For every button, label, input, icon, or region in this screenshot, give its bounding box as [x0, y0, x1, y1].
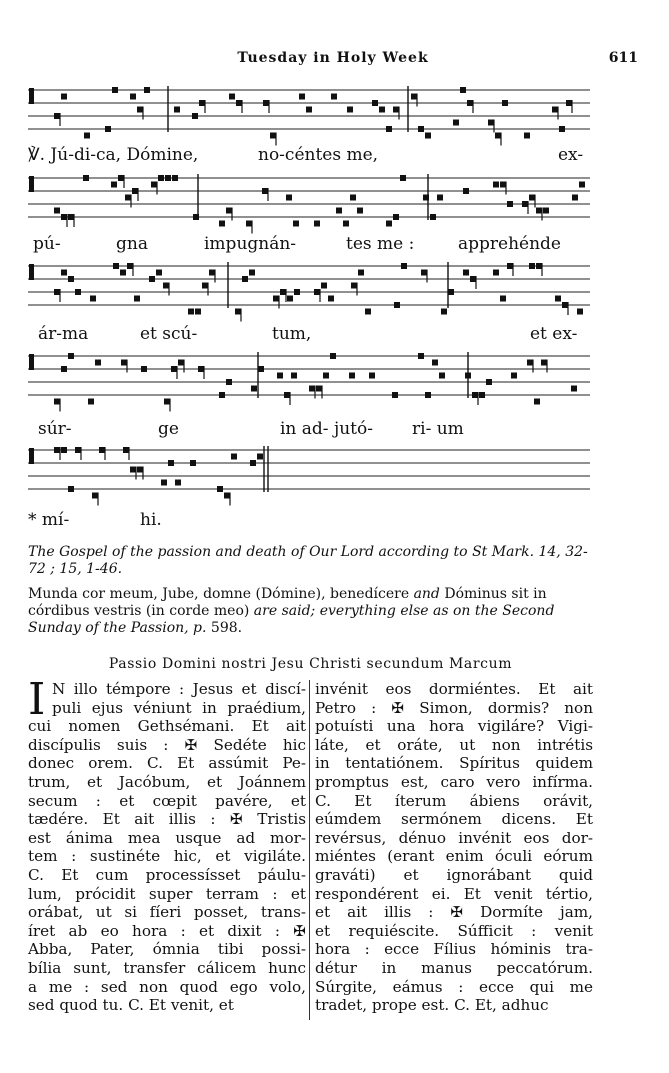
- neume-note: [299, 94, 305, 100]
- staff-svg: [28, 350, 590, 412]
- neume-note: [392, 392, 398, 398]
- neume-note: [562, 302, 568, 308]
- neume-note: [500, 182, 506, 188]
- neume-note: [192, 113, 198, 119]
- neume-note: [393, 107, 399, 113]
- neume-note: [236, 100, 242, 106]
- neume-note: [437, 195, 443, 201]
- neume-note: [130, 94, 136, 100]
- neume-note: [418, 126, 424, 132]
- neume-note: [349, 373, 355, 379]
- lyric-syllable: * mí-: [28, 510, 70, 530]
- neume-note: [527, 360, 533, 366]
- neume-note: [158, 175, 164, 181]
- neume-note: [141, 366, 147, 372]
- neume-note: [284, 392, 290, 398]
- text-line: discípulis suis : ✠ Sedéte hic: [28, 735, 306, 754]
- neume-note: [543, 208, 549, 214]
- neume-note: [195, 309, 201, 315]
- lyric-syllable: apprehénde: [458, 234, 561, 254]
- neume-note: [330, 353, 336, 359]
- neume-note: [273, 296, 279, 302]
- text-line: détur in manus peccatórum.: [315, 958, 593, 977]
- neume-note: [250, 460, 256, 466]
- neume-note: [336, 208, 342, 214]
- neume-note: [559, 126, 565, 132]
- text-line: miéntes (erant enim óculi eórum: [315, 847, 593, 866]
- text-column-left: [28, 674, 306, 1015]
- text-line: promptus est, caro vero infírma.: [315, 772, 593, 791]
- neume-note: [68, 276, 74, 282]
- neume-note: [246, 221, 252, 227]
- neume-note: [314, 289, 320, 295]
- neume-note: [534, 399, 540, 405]
- neume-note: [529, 195, 535, 201]
- neume-note: [286, 195, 292, 201]
- neume-note: [54, 399, 60, 405]
- text-line: orábat, ut si fíeri posset, trans-: [28, 903, 306, 922]
- neume-note: [507, 201, 513, 207]
- neume-note: [251, 386, 257, 392]
- neume-note: [463, 188, 469, 194]
- neume-note: [277, 373, 283, 379]
- neume-note: [306, 107, 312, 113]
- neume-note: [120, 270, 126, 276]
- neume-note: [500, 296, 506, 302]
- neume-note: [118, 175, 124, 181]
- neume-note: [168, 460, 174, 466]
- text-line: C. Et cum processísset páulu-: [28, 865, 306, 884]
- neume-note: [529, 263, 535, 269]
- clef-mark: [29, 448, 34, 464]
- neume-note: [235, 309, 241, 315]
- rubric-italic: are said; everything else as on the Second Sunday of the Passion, p.: [28, 603, 555, 636]
- neume-note: [149, 276, 155, 282]
- neume-note: [536, 263, 542, 269]
- neume-note: [198, 366, 204, 372]
- lyric-syllable: ex-: [558, 145, 584, 165]
- neume-note: [92, 493, 98, 499]
- neume-note: [566, 100, 572, 106]
- lyric-syllable: tum,: [272, 324, 312, 344]
- neume-note: [460, 87, 466, 93]
- neume-note: [99, 447, 105, 453]
- neume-note: [231, 454, 237, 460]
- neume-note: [579, 182, 585, 188]
- neume-note: [493, 270, 499, 276]
- neume-note: [331, 94, 337, 100]
- neume-note: [137, 107, 143, 113]
- text-line: trum, et Jacóbum, et Joánnem: [28, 772, 306, 791]
- neume-note: [524, 133, 530, 139]
- neume-note: [111, 182, 117, 188]
- neume-note: [125, 195, 131, 201]
- neume-note: [470, 276, 476, 282]
- page-header: [28, 50, 638, 70]
- neume-note: [511, 373, 517, 379]
- neume-note: [314, 221, 320, 227]
- text-line: respondérent ei. Et venit tértio,: [315, 884, 593, 903]
- neume-note: [84, 133, 90, 139]
- text-line: graváti) et ignorábant quid: [315, 865, 593, 884]
- neume-note: [54, 113, 60, 119]
- neume-note: [287, 296, 293, 302]
- rubric-italic: and: [413, 586, 440, 602]
- neume-note: [316, 386, 322, 392]
- neume-note: [61, 214, 67, 220]
- neume-note: [369, 373, 375, 379]
- rubric-text: Munda cor meum, Jube, domne (Dómine), benedícere: [28, 586, 414, 602]
- text-line: eúmdem sermónem dicens. Et: [315, 810, 593, 829]
- neume-note: [393, 214, 399, 220]
- neume-note: [488, 120, 494, 126]
- text-line: Súrgite, eámus : ecce qui me: [315, 977, 593, 996]
- gospel-title: Passio Domini nostri Jesu Christi secundum Marcum: [108, 656, 513, 672]
- neume-note: [536, 208, 542, 214]
- neume-note: [163, 283, 169, 289]
- neume-note: [229, 94, 235, 100]
- neume-note: [291, 373, 297, 379]
- neume-note: [467, 100, 473, 106]
- neume-note: [394, 302, 400, 308]
- neume-note: [219, 392, 225, 398]
- neume-note: [386, 126, 392, 132]
- neume-note: [199, 100, 205, 106]
- neume-note: [400, 175, 406, 181]
- neume-note: [249, 270, 255, 276]
- chant-lyrics-5: [28, 510, 590, 536]
- neume-note: [164, 399, 170, 405]
- neume-note: [219, 221, 225, 227]
- neume-note: [411, 94, 417, 100]
- neume-note: [425, 133, 431, 139]
- clef-mark: [29, 88, 34, 104]
- neume-note: [257, 454, 263, 460]
- rubric-text: Dóminus sit in córdibus vestris (in corde meo): [28, 586, 547, 619]
- text-line: Petro : ✠ Simon, dormis? non: [315, 698, 593, 717]
- neume-note: [386, 221, 392, 227]
- clef-mark: [29, 354, 34, 370]
- neume-note: [242, 276, 248, 282]
- neume-note: [127, 263, 133, 269]
- lyric-syllable: ár-ma: [38, 324, 89, 344]
- neume-note: [174, 107, 180, 113]
- text-line: invénit eos dormiéntes. Et ait: [315, 680, 593, 698]
- chant-staff-4: [28, 350, 590, 412]
- neume-note: [105, 126, 111, 132]
- neume-note: [350, 195, 356, 201]
- chant-staff-3: [28, 260, 590, 322]
- neume-note: [175, 480, 181, 486]
- neume-note: [309, 386, 315, 392]
- chant-lyrics-4: [28, 419, 590, 445]
- neume-note: [280, 289, 286, 295]
- text-line: tradet, prope est. C. Et, adhuc: [315, 996, 549, 1015]
- neume-note: [425, 392, 431, 398]
- neume-note: [577, 309, 583, 315]
- lyric-syllable: ri- um: [412, 419, 464, 439]
- neume-note: [571, 386, 577, 392]
- text-line: secum : et cœpit pavére, et: [28, 791, 306, 810]
- neume-note: [441, 309, 447, 315]
- lyric-syllable: in ad- jutó-: [280, 419, 373, 439]
- neume-note: [61, 366, 67, 372]
- neume-note: [262, 188, 268, 194]
- page-number: 611: [608, 50, 638, 66]
- drop-capital: I: [28, 674, 46, 725]
- lyric-syllable: et scú-: [140, 324, 198, 344]
- text-line: a me : sed non quod ego volo,: [28, 977, 306, 996]
- neume-note: [270, 133, 276, 139]
- neume-note: [479, 392, 485, 398]
- neume-note: [75, 447, 81, 453]
- neume-note: [343, 221, 349, 227]
- neume-note: [88, 399, 94, 405]
- text-line: hora : ecce Fílius hóminis tra-: [315, 940, 593, 959]
- neume-note: [121, 360, 127, 366]
- neume-note: [188, 309, 194, 315]
- text-line: tem : sustinéte hic, et vigiláte.: [28, 847, 306, 866]
- neume-note: [358, 270, 364, 276]
- neume-note: [217, 486, 223, 492]
- text-line: puli ejus véniunt in praédium,: [52, 698, 306, 717]
- neume-note: [68, 353, 74, 359]
- neume-note: [541, 360, 547, 366]
- neume-note: [61, 94, 67, 100]
- neume-note: [495, 133, 501, 139]
- neume-note: [432, 360, 438, 366]
- lyric-syllable: impugnán-: [204, 234, 297, 254]
- neume-note: [472, 392, 478, 398]
- neume-note: [54, 447, 60, 453]
- neume-note: [347, 107, 353, 113]
- neume-note: [294, 289, 300, 295]
- neume-note: [132, 188, 138, 194]
- neume-note: [123, 447, 129, 453]
- neume-note: [552, 107, 558, 113]
- neume-note: [171, 366, 177, 372]
- neume-note: [507, 263, 513, 269]
- text-line: est ánima mea usque ad mor-: [28, 828, 306, 847]
- text-line: íret ab eo hora : et dixit : ✠: [28, 921, 306, 940]
- clef-mark: [29, 176, 34, 192]
- text-line: láte, et oráte, ut non intrétis: [315, 735, 593, 754]
- neume-note: [75, 289, 81, 295]
- text-line: C. Et íterum ábiens orávit,: [315, 791, 593, 810]
- text-line: donec orem. C. Et assúmit Pe-: [28, 754, 306, 773]
- neume-note: [365, 309, 371, 315]
- text-line: in tentatiónem. Spíritus quidem: [315, 754, 593, 773]
- neume-note: [453, 120, 459, 126]
- text-line: lum, prócidit super terram : et: [28, 884, 306, 903]
- neume-note: [165, 175, 171, 181]
- text-line: Abba, Pater, ómnia tibi possi-: [28, 940, 306, 959]
- neume-note: [448, 289, 454, 295]
- chant-staff-5: [28, 444, 590, 506]
- chant-staff-2: [28, 172, 590, 234]
- text-line: potuísti una hora vigiláre? Vigi-: [315, 717, 593, 736]
- staff-svg: [28, 260, 590, 322]
- neume-note: [68, 486, 74, 492]
- neume-note: [493, 182, 499, 188]
- text-line: tædére. Et ait illis : ✠ Tristis: [28, 810, 306, 829]
- staff-svg: [28, 444, 590, 506]
- neume-note: [144, 87, 150, 93]
- neume-note: [61, 270, 67, 276]
- text-line: et ait illis : ✠ Dormíte jam,: [315, 903, 593, 922]
- neume-note: [178, 360, 184, 366]
- neume-note: [372, 100, 378, 106]
- neume-note: [137, 467, 143, 473]
- neume-note: [83, 175, 89, 181]
- neume-note: [68, 214, 74, 220]
- text-line: revérsus, dénuo invénit eos dor-: [315, 828, 593, 847]
- neume-note: [357, 208, 363, 214]
- neume-note: [172, 175, 178, 181]
- neume-note: [113, 263, 119, 269]
- neume-note: [134, 296, 140, 302]
- neume-note: [61, 447, 67, 453]
- text-line: bília sunt, transfer cálicem hunc: [28, 958, 306, 977]
- text-line: N illo témpore : Jesus et discí-: [52, 680, 306, 698]
- lyric-syllable: pú-: [33, 234, 61, 254]
- lyric-syllable: hi.: [140, 510, 162, 530]
- neume-note: [293, 221, 299, 227]
- neume-note: [161, 480, 167, 486]
- chant-staff-1: [28, 84, 590, 146]
- lyric-syllable: súr-: [38, 419, 72, 439]
- text-line: et requiéscite. Súfficit : venit: [315, 921, 593, 940]
- neume-note: [328, 296, 334, 302]
- neume-note: [421, 270, 427, 276]
- neume-note: [224, 493, 230, 499]
- chant-lyrics-3: [28, 324, 590, 350]
- rubric-page-ref: 598.: [206, 620, 243, 636]
- lyric-syllable: gna: [116, 234, 148, 254]
- lyric-syllable: ℣. Jú-di-ca, Dómine,: [28, 145, 199, 165]
- neume-note: [401, 263, 407, 269]
- neume-note: [151, 182, 157, 188]
- neume-note: [263, 100, 269, 106]
- running-title: Tuesday in Holy Week: [237, 50, 429, 66]
- staff-svg: [28, 172, 590, 234]
- lyric-syllable: tes me :: [346, 234, 415, 254]
- neume-note: [323, 373, 329, 379]
- neume-note: [54, 208, 60, 214]
- text-line: cui nomen Gethsémani. Et ait: [28, 717, 306, 736]
- lyric-syllable: et ex-: [530, 324, 578, 344]
- text-line: sed quod tu. C. Et venit, et: [28, 996, 234, 1015]
- neume-note: [572, 195, 578, 201]
- neume-note: [54, 289, 60, 295]
- text-column-right: [315, 680, 593, 1015]
- rubric: [28, 586, 593, 637]
- lyric-syllable: ge: [158, 419, 179, 439]
- neume-note: [439, 373, 445, 379]
- neume-note: [95, 360, 101, 366]
- column-divider: [309, 680, 310, 1020]
- neume-note: [90, 296, 96, 302]
- neume-note: [258, 366, 264, 372]
- neume-note: [486, 379, 492, 385]
- neume-note: [130, 467, 136, 473]
- neume-note: [190, 460, 196, 466]
- lyric-syllable: no-céntes me,: [258, 145, 379, 165]
- neume-note: [502, 100, 508, 106]
- neume-note: [209, 270, 215, 276]
- chant-lyrics-1: [28, 145, 590, 171]
- neume-note: [351, 283, 357, 289]
- neume-note: [226, 208, 232, 214]
- neume-note: [156, 270, 162, 276]
- neume-note: [522, 201, 528, 207]
- neume-note: [555, 296, 561, 302]
- gospel-caption: The Gospel of the passion and death of Our Lord according to St Mark. 14, 32-72 ; 15, 1-46.: [28, 544, 588, 577]
- neume-note: [463, 270, 469, 276]
- clef-mark: [29, 264, 34, 280]
- neume-note: [202, 283, 208, 289]
- chant-lyrics-2: [28, 234, 590, 260]
- neume-note: [418, 353, 424, 359]
- neume-note: [430, 214, 436, 220]
- neume-note: [321, 283, 327, 289]
- staff-svg: [28, 84, 590, 146]
- neume-note: [112, 87, 118, 93]
- neume-note: [379, 107, 385, 113]
- neume-note: [226, 379, 232, 385]
